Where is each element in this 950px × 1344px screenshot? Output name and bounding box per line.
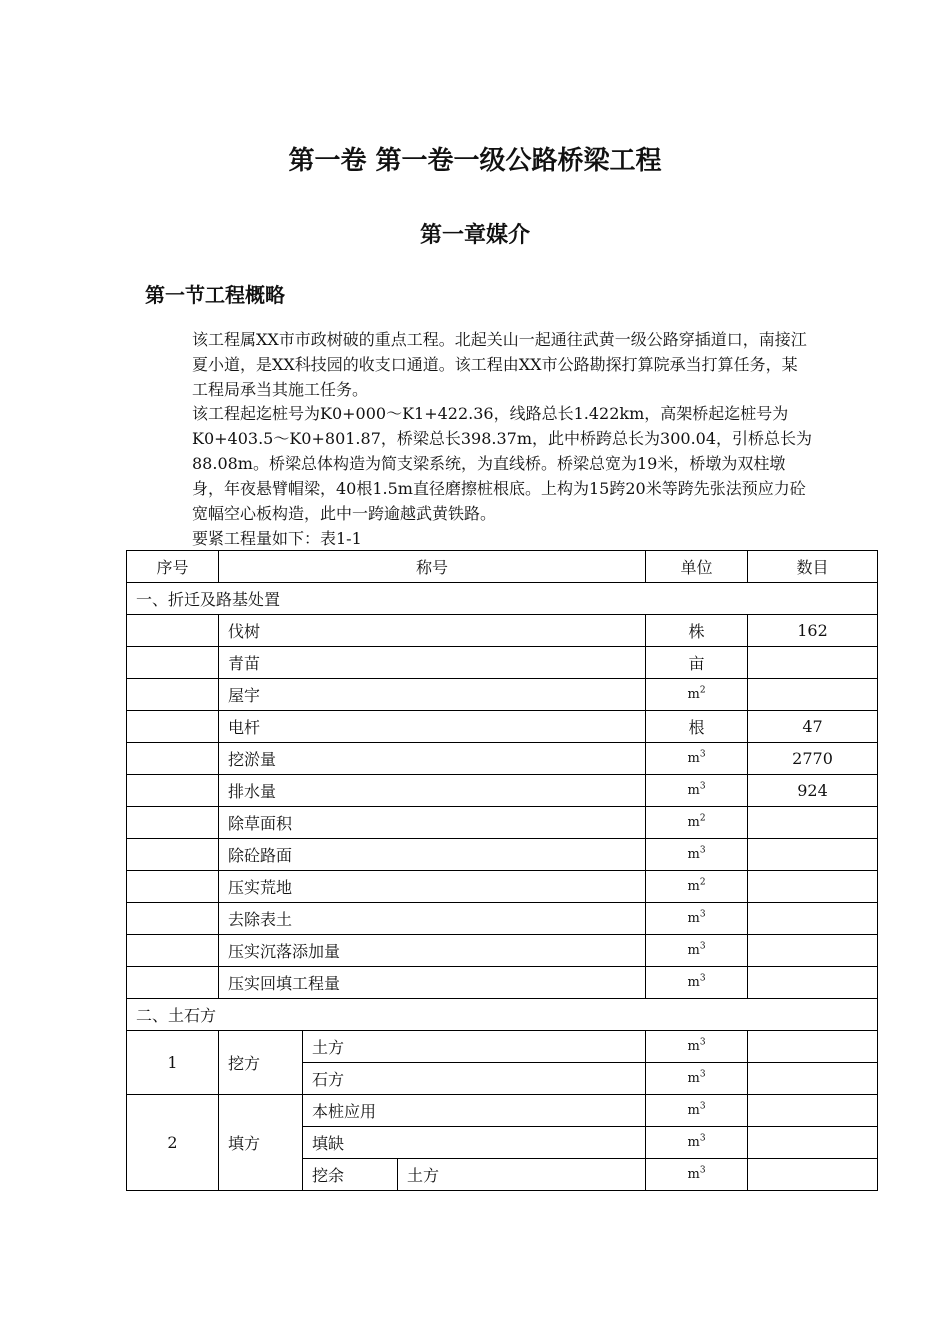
section-heading: 第一节工程概略	[145, 283, 285, 307]
qty-cell	[748, 1063, 878, 1095]
sub-item-name: 土方	[398, 1159, 646, 1191]
unit-cell: $m^2$	[646, 679, 748, 711]
quantity-table	[126, 550, 878, 1191]
qty-cell	[748, 679, 878, 711]
qty-cell: 924	[748, 775, 878, 807]
demolition-rows	[127, 615, 878, 999]
table-row	[127, 711, 878, 743]
table-row	[127, 935, 878, 967]
unit-cell: $m^3$	[646, 935, 748, 967]
qty-cell: 2770	[748, 743, 878, 775]
table-row	[127, 807, 878, 839]
item-name: 石方	[303, 1063, 646, 1095]
item-name: 填缺	[303, 1127, 646, 1159]
item-name: 排水量	[219, 775, 646, 807]
item-name: 青苗	[219, 647, 646, 679]
row-no	[127, 775, 219, 807]
table-row	[127, 743, 878, 775]
row-no	[127, 679, 219, 711]
row-no	[127, 903, 219, 935]
group-label: 一、折迁及路基处置	[127, 583, 878, 615]
qty-cell	[748, 1031, 878, 1063]
unit-cell: $m^2$	[646, 871, 748, 903]
unit-cell: $m^3$	[646, 1031, 748, 1063]
group-label: 二、土石方	[127, 999, 878, 1031]
item-name: 压实荒地	[219, 871, 646, 903]
header-unit: 单位	[646, 551, 748, 583]
paragraph-overview: 该工程属XX市市政树破的重点工程。北起关山一起通往武黄一级公路穿插道口，南接江夏小道，是XX科技园的收支口通道。该工程由XX市公路勘探打算院承当打算任务，某工程局承当其施工任务。	[192, 330, 807, 399]
row-no	[127, 807, 219, 839]
row-no: 1	[127, 1031, 219, 1095]
document-title: 第一卷 第一卷一级公路桥梁工程	[288, 146, 662, 176]
table-row	[127, 871, 878, 903]
qty-cell	[748, 1159, 878, 1191]
header-name: 称号	[219, 551, 646, 583]
table-header-row	[127, 551, 878, 583]
unit-cell: $m^3$	[646, 1127, 748, 1159]
qty-cell	[748, 1127, 878, 1159]
table-row	[127, 839, 878, 871]
group-row	[127, 999, 878, 1031]
item-name: 屋宇	[219, 679, 646, 711]
category-cell: 挖方	[219, 1031, 303, 1095]
table-row	[127, 903, 878, 935]
item-name: 本桩应用	[303, 1095, 646, 1127]
item-name: 除草面积	[219, 807, 646, 839]
unit-cell: $m^3$	[646, 775, 748, 807]
qty-cell: 47	[748, 711, 878, 743]
row-no	[127, 647, 219, 679]
unit-cell: $m^3$	[646, 1063, 748, 1095]
header-no: 序号	[127, 551, 219, 583]
row-no	[127, 743, 219, 775]
qty-cell	[748, 839, 878, 871]
row-no: 2	[127, 1095, 219, 1191]
item-name: 除砼路面	[219, 839, 646, 871]
unit-cell: $m^3$	[646, 743, 748, 775]
unit-cell: 株	[646, 615, 748, 647]
item-name: 挖淤量	[219, 743, 646, 775]
row-no	[127, 967, 219, 999]
item-name: 压实回填工程量	[219, 967, 646, 999]
item-name: 电杆	[219, 711, 646, 743]
qty-cell	[748, 903, 878, 935]
qty-cell	[748, 871, 878, 903]
chapter-heading: 第一章媒介	[419, 223, 530, 248]
item-name: 去除表土	[219, 903, 646, 935]
qty-cell: 162	[748, 615, 878, 647]
table-caption: 要紧工程量如下：表1-1	[192, 529, 362, 548]
table-row	[127, 775, 878, 807]
table-row	[127, 647, 878, 679]
unit-cell: 亩	[646, 647, 748, 679]
item-name: 挖余	[303, 1159, 398, 1191]
item-name: 土方	[303, 1031, 646, 1063]
table-row	[127, 967, 878, 999]
paragraph-specs: 该工程起迄桩号为K0+000～K1+422.36，线路总长1.422km，高架桥起迄桩号为K0+403.5～K0+801.87，桥梁总长398.37m，此中桥跨总长为300.04，引桥总长为88.08m。桥梁总体构造为简支梁系统，为直线桥。桥梁总宽为19米，桥墩为双柱墩身，年夜悬臂帽梁，40根1.5m直径磨擦桩根底。上构为15跨20米等跨先张法预应力砼宽幅空心板构造，此中一跨逾越武黄铁路。	[192, 404, 813, 523]
unit-cell: $m^3$	[646, 903, 748, 935]
item-name: 伐树	[219, 615, 646, 647]
qty-cell	[748, 807, 878, 839]
qty-cell	[748, 935, 878, 967]
table-row	[127, 1031, 878, 1063]
unit-cell: $m^3$	[646, 967, 748, 999]
category-cell: 填方	[219, 1095, 303, 1191]
qty-cell	[748, 967, 878, 999]
item-name: 压实沉落添加量	[219, 935, 646, 967]
qty-cell	[748, 647, 878, 679]
row-no	[127, 711, 219, 743]
qty-cell	[748, 1095, 878, 1127]
group-row	[127, 583, 878, 615]
table-row	[127, 1095, 878, 1127]
row-no	[127, 839, 219, 871]
unit-cell: 根	[646, 711, 748, 743]
unit-cell: $m^2$	[646, 807, 748, 839]
table-row	[127, 615, 878, 647]
row-no	[127, 871, 219, 903]
unit-cell: $m^3$	[646, 839, 748, 871]
header-qty: 数目	[748, 551, 878, 583]
unit-cell: $m^3$	[646, 1159, 748, 1191]
row-no	[127, 615, 219, 647]
unit-cell: $m^3$	[646, 1095, 748, 1127]
row-no	[127, 935, 219, 967]
table-row	[127, 679, 878, 711]
